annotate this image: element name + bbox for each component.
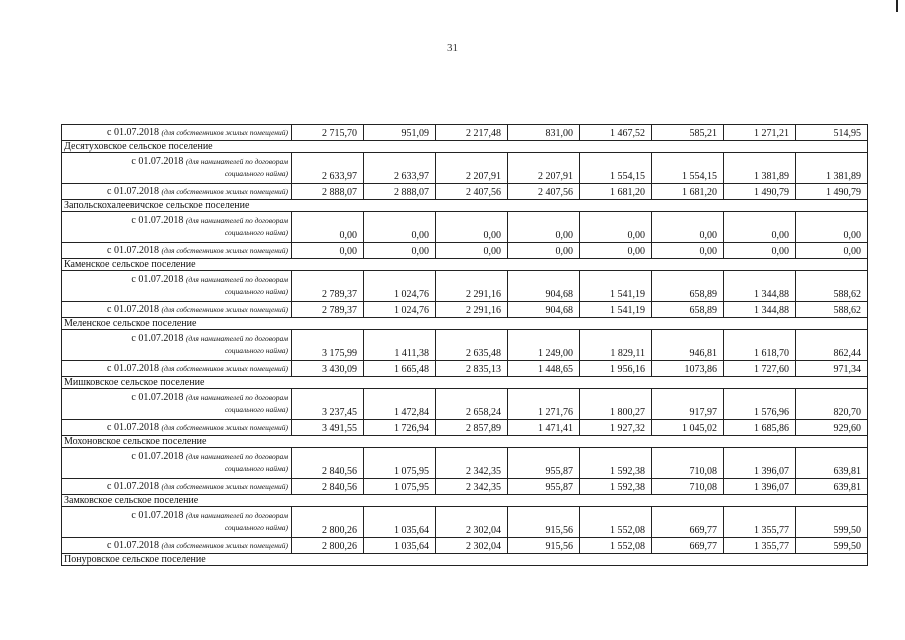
value-cell: 1 381,89 xyxy=(724,153,796,184)
row-note: (для нанимателей по договорам xyxy=(185,452,288,461)
value-cell: 658,89 xyxy=(652,271,724,302)
value-cell: 0,00 xyxy=(436,212,508,243)
row-label xyxy=(62,330,292,361)
row-note: (для собственников жилых помещений) xyxy=(161,128,288,137)
table-row xyxy=(62,448,868,479)
value-cell: 639,81 xyxy=(796,479,868,495)
section-row xyxy=(62,495,868,507)
row-label xyxy=(62,420,292,436)
value-cell: 0,00 xyxy=(508,243,580,259)
table-body xyxy=(62,125,868,566)
value-cell: 1 035,64 xyxy=(364,507,436,538)
row-label xyxy=(62,184,292,200)
value-cell: 3 491,55 xyxy=(292,420,364,436)
row-note: (для нанимателей по договорам xyxy=(185,511,288,520)
section-title: Запольскохалеевичское сельское поселение xyxy=(62,200,868,212)
value-cell: 588,62 xyxy=(796,302,868,318)
row-date: с 01.07.2018 xyxy=(131,274,184,285)
value-cell: 1 800,27 xyxy=(580,389,652,420)
value-cell: 1 271,21 xyxy=(724,125,796,141)
row-label xyxy=(62,153,292,184)
row-label xyxy=(62,271,292,302)
table-row xyxy=(62,389,868,420)
row-label xyxy=(62,507,292,538)
value-cell: 1 396,07 xyxy=(724,448,796,479)
row-date: с 01.07.2018 xyxy=(131,215,184,226)
section-row xyxy=(62,259,868,271)
row-note-continued: социального найма) xyxy=(224,169,288,178)
value-cell: 1 618,70 xyxy=(724,330,796,361)
value-cell: 2 302,04 xyxy=(436,507,508,538)
value-cell: 669,77 xyxy=(652,538,724,554)
value-cell: 1 381,89 xyxy=(796,153,868,184)
value-cell: 1 490,79 xyxy=(724,184,796,200)
value-cell: 1 075,95 xyxy=(364,448,436,479)
table-row xyxy=(62,243,868,259)
table-row xyxy=(62,330,868,361)
row-note: (для нанимателей по договорам xyxy=(185,334,288,343)
value-cell: 1 355,77 xyxy=(724,507,796,538)
value-cell: 639,81 xyxy=(796,448,868,479)
row-date: с 01.07.2018 xyxy=(131,451,184,462)
value-cell: 0,00 xyxy=(292,243,364,259)
row-date: с 01.07.2018 xyxy=(107,363,159,374)
value-cell: 1 541,19 xyxy=(580,302,652,318)
value-cell: 2 715,70 xyxy=(292,125,364,141)
value-cell: 1 685,86 xyxy=(724,420,796,436)
section-row xyxy=(62,318,868,330)
value-cell: 1 490,79 xyxy=(796,184,868,200)
row-date: с 01.07.2018 xyxy=(107,540,159,551)
row-date: с 01.07.2018 xyxy=(131,333,184,344)
value-cell: 2 302,04 xyxy=(436,538,508,554)
value-cell: 0,00 xyxy=(508,212,580,243)
row-date: с 01.07.2018 xyxy=(131,156,184,167)
value-cell: 2 207,91 xyxy=(436,153,508,184)
value-cell: 1 472,84 xyxy=(364,389,436,420)
value-cell: 915,56 xyxy=(508,538,580,554)
page-number: 31 xyxy=(447,42,458,54)
value-cell: 0,00 xyxy=(580,212,652,243)
value-cell: 1 665,48 xyxy=(364,361,436,377)
value-cell: 514,95 xyxy=(796,125,868,141)
section-title: Понуровское сельское поселение xyxy=(62,554,868,566)
value-cell: 2 888,07 xyxy=(292,184,364,200)
value-cell: 1 592,38 xyxy=(580,448,652,479)
row-note: (для собственников жилых помещений) xyxy=(161,482,288,491)
value-cell: 2 291,16 xyxy=(436,271,508,302)
value-cell: 0,00 xyxy=(796,243,868,259)
row-label xyxy=(62,479,292,495)
value-cell: 669,77 xyxy=(652,507,724,538)
row-note: (для собственников жилых помещений) xyxy=(161,423,288,432)
table-row xyxy=(62,125,868,141)
table-row xyxy=(62,184,868,200)
table-row xyxy=(62,538,868,554)
value-cell: 0,00 xyxy=(724,212,796,243)
value-cell: 658,89 xyxy=(652,302,724,318)
value-cell: 2 291,16 xyxy=(436,302,508,318)
value-cell: 2 888,07 xyxy=(364,184,436,200)
row-note: (для собственников жилых помещений) xyxy=(161,246,288,255)
row-date: с 01.07.2018 xyxy=(131,510,184,521)
value-cell: 0,00 xyxy=(364,243,436,259)
table-row xyxy=(62,361,868,377)
row-label xyxy=(62,212,292,243)
row-note: (для нанимателей по договорам xyxy=(185,393,288,402)
row-label xyxy=(62,125,292,141)
value-cell: 3 237,45 xyxy=(292,389,364,420)
section-row xyxy=(62,554,868,566)
value-cell: 1 592,38 xyxy=(580,479,652,495)
value-cell: 710,08 xyxy=(652,479,724,495)
value-cell: 2 840,56 xyxy=(292,479,364,495)
row-date: с 01.07.2018 xyxy=(107,245,159,256)
value-cell: 1 554,15 xyxy=(652,153,724,184)
table-row xyxy=(62,271,868,302)
value-cell: 1 035,64 xyxy=(364,538,436,554)
section-row xyxy=(62,377,868,389)
value-cell: 862,44 xyxy=(796,330,868,361)
value-cell: 915,56 xyxy=(508,507,580,538)
row-note-continued: социального найма) xyxy=(224,523,288,532)
value-cell: 0,00 xyxy=(292,212,364,243)
value-cell: 2 835,13 xyxy=(436,361,508,377)
value-cell: 1 411,38 xyxy=(364,330,436,361)
value-cell: 1 355,77 xyxy=(724,538,796,554)
table-row xyxy=(62,420,868,436)
scan-edge-mark xyxy=(896,0,898,12)
value-cell: 2 217,48 xyxy=(436,125,508,141)
value-cell: 0,00 xyxy=(652,212,724,243)
value-cell: 0,00 xyxy=(724,243,796,259)
value-cell: 929,60 xyxy=(796,420,868,436)
value-cell: 1 956,16 xyxy=(580,361,652,377)
value-cell: 904,68 xyxy=(508,271,580,302)
table-row xyxy=(62,479,868,495)
row-date: с 01.07.2018 xyxy=(107,127,159,138)
value-cell: 2 207,91 xyxy=(508,153,580,184)
value-cell: 0,00 xyxy=(652,243,724,259)
table-row xyxy=(62,212,868,243)
value-cell: 599,50 xyxy=(796,507,868,538)
value-cell: 599,50 xyxy=(796,538,868,554)
value-cell: 1 024,76 xyxy=(364,302,436,318)
value-cell: 1 448,65 xyxy=(508,361,580,377)
row-date: с 01.07.2018 xyxy=(131,392,184,403)
value-cell: 951,09 xyxy=(364,125,436,141)
row-date: с 01.07.2018 xyxy=(107,186,159,197)
row-note-continued: социального найма) xyxy=(224,346,288,355)
value-cell: 2 658,24 xyxy=(436,389,508,420)
value-cell: 2 407,56 xyxy=(508,184,580,200)
value-cell: 2 789,37 xyxy=(292,271,364,302)
row-note: (для собственников жилых помещений) xyxy=(161,364,288,373)
value-cell: 2 800,26 xyxy=(292,507,364,538)
value-cell: 588,62 xyxy=(796,271,868,302)
section-title: Замковское сельское поселение xyxy=(62,495,868,507)
row-label xyxy=(62,302,292,318)
value-cell: 1 726,94 xyxy=(364,420,436,436)
section-row xyxy=(62,141,868,153)
value-cell: 2 800,26 xyxy=(292,538,364,554)
value-cell: 1 576,96 xyxy=(724,389,796,420)
value-cell: 0,00 xyxy=(796,212,868,243)
value-cell: 2 840,56 xyxy=(292,448,364,479)
row-note: (для собственников жилых помещений) xyxy=(161,187,288,196)
row-date: с 01.07.2018 xyxy=(107,481,159,492)
tariff-table xyxy=(61,124,868,566)
row-note: (для собственников жилых помещений) xyxy=(161,305,288,314)
value-cell: 1 471,41 xyxy=(508,420,580,436)
value-cell: 1 829,11 xyxy=(580,330,652,361)
value-cell: 946,81 xyxy=(652,330,724,361)
value-cell: 1 727,60 xyxy=(724,361,796,377)
value-cell: 1 681,20 xyxy=(652,184,724,200)
value-cell: 971,34 xyxy=(796,361,868,377)
value-cell: 1 024,76 xyxy=(364,271,436,302)
value-cell: 1073,86 xyxy=(652,361,724,377)
value-cell: 2 789,37 xyxy=(292,302,364,318)
value-cell: 1 554,15 xyxy=(580,153,652,184)
value-cell: 3 430,09 xyxy=(292,361,364,377)
value-cell: 1 541,19 xyxy=(580,271,652,302)
value-cell: 955,87 xyxy=(508,479,580,495)
row-note: (для нанимателей по договорам xyxy=(185,216,288,225)
value-cell: 2 407,56 xyxy=(436,184,508,200)
row-label xyxy=(62,389,292,420)
table-row xyxy=(62,153,868,184)
value-cell: 1 344,88 xyxy=(724,302,796,318)
value-cell: 1 045,02 xyxy=(652,420,724,436)
value-cell: 1 344,88 xyxy=(724,271,796,302)
value-cell: 1 681,20 xyxy=(580,184,652,200)
value-cell: 1 249,00 xyxy=(508,330,580,361)
row-note-continued: социального найма) xyxy=(224,405,288,414)
value-cell: 1 927,32 xyxy=(580,420,652,436)
value-cell: 1 467,52 xyxy=(580,125,652,141)
value-cell: 820,70 xyxy=(796,389,868,420)
section-title: Меленское сельское поселение xyxy=(62,318,868,330)
value-cell: 917,97 xyxy=(652,389,724,420)
value-cell: 1 396,07 xyxy=(724,479,796,495)
section-title: Каменское сельское поселение xyxy=(62,259,868,271)
value-cell: 1 075,95 xyxy=(364,479,436,495)
value-cell: 831,00 xyxy=(508,125,580,141)
value-cell: 0,00 xyxy=(436,243,508,259)
value-cell: 2 342,35 xyxy=(436,479,508,495)
value-cell: 710,08 xyxy=(652,448,724,479)
value-cell: 2 857,89 xyxy=(436,420,508,436)
value-cell: 3 175,99 xyxy=(292,330,364,361)
section-title: Мохоновское сельское поселение xyxy=(62,436,868,448)
value-cell: 2 635,48 xyxy=(436,330,508,361)
section-title: Десятуховское сельское поселение xyxy=(62,141,868,153)
value-cell: 1 552,08 xyxy=(580,538,652,554)
row-note: (для нанимателей по договорам xyxy=(185,157,288,166)
table-row xyxy=(62,507,868,538)
row-label xyxy=(62,538,292,554)
row-note-continued: социального найма) xyxy=(224,287,288,296)
row-note-continued: социального найма) xyxy=(224,464,288,473)
value-cell: 904,68 xyxy=(508,302,580,318)
value-cell: 955,87 xyxy=(508,448,580,479)
row-note: (для нанимателей по договорам xyxy=(185,275,288,284)
value-cell: 0,00 xyxy=(580,243,652,259)
row-note-continued: социального найма) xyxy=(224,228,288,237)
value-cell: 2 342,35 xyxy=(436,448,508,479)
section-row xyxy=(62,200,868,212)
value-cell: 2 633,97 xyxy=(292,153,364,184)
value-cell: 2 633,97 xyxy=(364,153,436,184)
value-cell: 1 271,76 xyxy=(508,389,580,420)
value-cell: 0,00 xyxy=(364,212,436,243)
row-date: с 01.07.2018 xyxy=(107,304,159,315)
row-label xyxy=(62,361,292,377)
row-label xyxy=(62,243,292,259)
table-row xyxy=(62,302,868,318)
value-cell: 1 552,08 xyxy=(580,507,652,538)
section-row xyxy=(62,436,868,448)
row-note: (для собственников жилых помещений) xyxy=(161,541,288,550)
section-title: Мишковское сельское поселение xyxy=(62,377,868,389)
row-date: с 01.07.2018 xyxy=(107,422,159,433)
row-label xyxy=(62,448,292,479)
value-cell: 585,21 xyxy=(652,125,724,141)
